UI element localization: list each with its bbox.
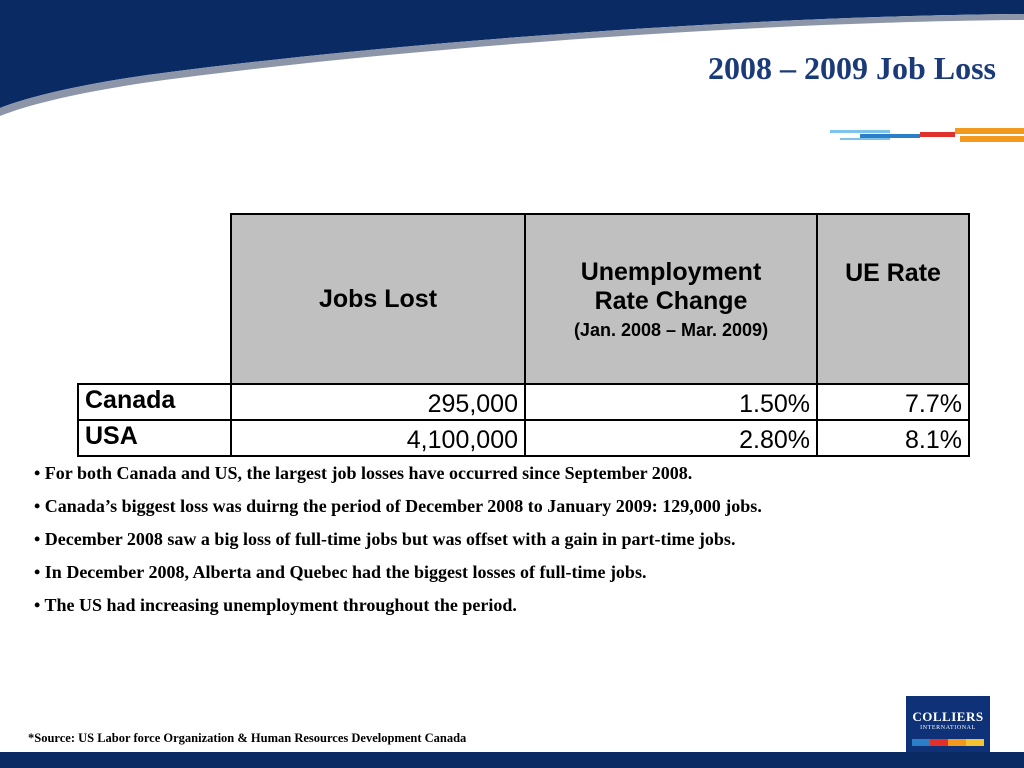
table-header-row xyxy=(78,214,969,384)
colliers-logo xyxy=(906,696,990,752)
cell-rate-change: 1.50% xyxy=(525,384,817,420)
slide-title: 2008 – 2009 Job Loss xyxy=(707,50,996,86)
table-corner-cell xyxy=(78,214,231,384)
logo-line2: INTERNATIONAL xyxy=(920,725,976,731)
cell-rate-change: 2.80% xyxy=(525,420,817,456)
cell-jobs-lost: 4,100,000 xyxy=(231,420,525,456)
header-unemployment-rate-change xyxy=(525,214,817,384)
bullet-item: • In December 2008, Alberta and Quebec had the biggest losses of full-time jobs. xyxy=(34,562,647,582)
bullet-item: • The US had increasing unemployment throughout the period. xyxy=(34,595,517,615)
cell-ue-rate: 8.1% xyxy=(817,420,969,456)
logo-line1: COLLIERS xyxy=(912,709,984,724)
header-ue-rate: UE Rate xyxy=(817,214,969,384)
cell-ue-rate: 7.7% xyxy=(817,384,969,420)
table-row xyxy=(78,420,969,456)
cell-jobs-lost: 295,000 xyxy=(231,384,525,420)
row-label-usa: USA xyxy=(78,420,231,456)
job-loss-table xyxy=(77,213,970,457)
logo-color-bars xyxy=(912,739,984,746)
source-footnote: *Source: US Labor force Organization & Human Resources Development Canada xyxy=(28,731,467,745)
header-jobs-lost: Jobs Lost xyxy=(231,214,525,384)
bullet-list xyxy=(34,459,994,624)
bullet-item: • For both Canada and US, the largest job losses have occurred since September 2008. xyxy=(34,463,693,483)
header-rate-change-line1: Unemployment xyxy=(580,257,762,286)
bullet-item: • Canada’s biggest loss was duirng the period of December 2008 to January 2009: 129,000 jobs. xyxy=(34,496,762,516)
header-rate-change-line2: Rate Change xyxy=(594,286,748,315)
bullet-item: • December 2008 saw a big loss of full-time jobs but was offset with a gain in part-time jobs. xyxy=(34,529,736,549)
header-rate-change-period: (Jan. 2008 – Mar. 2009) xyxy=(573,319,769,340)
decorative-stripes xyxy=(820,126,1024,146)
row-label-canada: Canada xyxy=(78,384,231,420)
footer-bar xyxy=(0,752,1024,768)
table-row xyxy=(78,384,969,420)
